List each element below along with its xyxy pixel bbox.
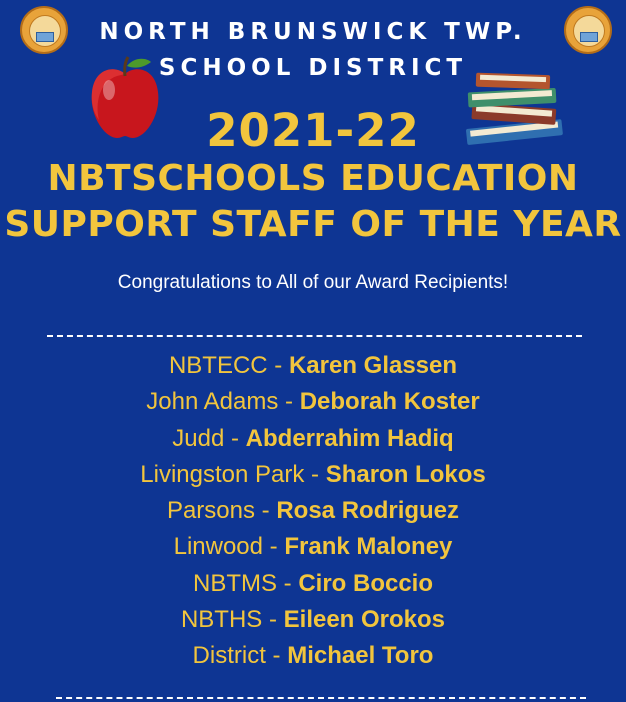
separator: - — [231, 424, 239, 452]
list-item — [0, 529, 626, 565]
award-year: 2021-22 — [206, 104, 420, 157]
recipient-name: Michael Toro — [287, 642, 434, 670]
school-name: John Adams — [146, 388, 279, 416]
separator: - — [285, 388, 294, 416]
separator: - — [283, 569, 292, 597]
list-item — [0, 348, 626, 384]
school-name: Livingston Park — [140, 460, 305, 488]
separator: - — [311, 460, 320, 488]
school-name: Linwood — [173, 533, 263, 561]
district-name-line1: NORTH BRUNSWICK TWP. — [99, 19, 527, 45]
award-title-line2: SUPPORT STAFF OF THE YEAR — [4, 204, 622, 245]
separator: - — [274, 352, 283, 379]
list-item — [0, 602, 626, 638]
recipient-name: Sharon Lokos — [325, 460, 486, 488]
district-name-line2: SCHOOL DISTRICT — [158, 55, 468, 81]
separator: - — [268, 606, 277, 634]
school-name: NBTHS — [180, 606, 263, 634]
recipient-name: Rosa Rodriguez — [276, 497, 460, 525]
list-item — [0, 638, 626, 674]
list-item — [0, 457, 626, 493]
recipient-name: Ciro Boccio — [298, 569, 434, 597]
divider — [47, 335, 582, 337]
list-item — [0, 421, 626, 457]
school-name: NBTECC — [168, 352, 268, 379]
list-item — [0, 384, 626, 420]
school-name: NBTMS — [192, 569, 277, 597]
list-item — [0, 566, 626, 602]
recipient-list — [0, 348, 626, 675]
school-name: District — [192, 642, 266, 670]
separator: - — [269, 533, 278, 561]
recipient-name: Deborah Koster — [299, 388, 480, 416]
school-name: Parsons — [166, 497, 255, 525]
recipient-name: Abderrahim Hadiq — [245, 424, 454, 452]
separator: - — [261, 497, 270, 525]
recipient-name: Eileen Orokos — [283, 606, 446, 634]
award-title-line1: NBTSCHOOLS EDUCATION — [47, 158, 579, 199]
school-name: Judd — [172, 424, 225, 452]
recipient-name: Karen Glassen — [288, 352, 458, 379]
list-item — [0, 493, 626, 529]
recipient-name: Frank Maloney — [284, 533, 453, 561]
separator: - — [272, 642, 281, 670]
congratulations-message: Congratulations to All of our Award Recipients! — [117, 272, 509, 293]
divider — [56, 697, 586, 699]
